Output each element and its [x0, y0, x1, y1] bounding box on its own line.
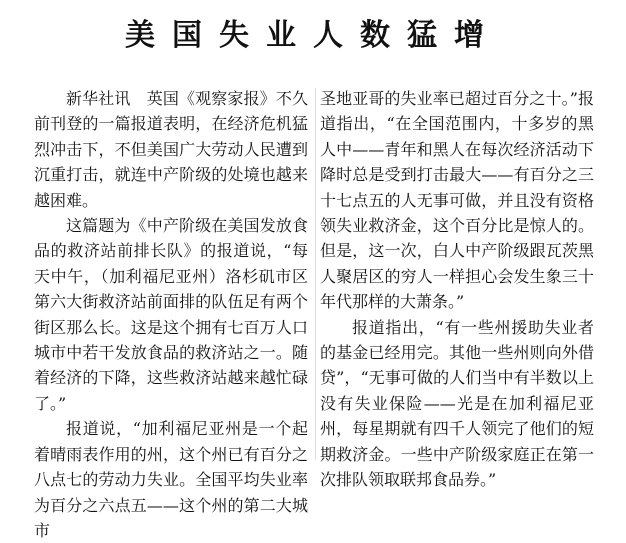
right-column	[320, 86, 594, 493]
paragraph: 报道说，“加利福尼亚州是一个起着晴雨表作用的州，这个州已有百分之八点七的劳动力失业。全国平均失业率为百分之六点五——这个州的第二大城市	[34, 419, 308, 540]
paragraph: 报道指出，“有一些州援助失业者的基金已经用完。其他一些州则向外借贷”，“无事可做的人们当中有半数以上没有失业保险——光是在加利福尼亚州，每星期就有四千人领完了他们的短期救济金。一些中产阶级家庭正在第一次排队领取联邦食品券。”	[320, 317, 594, 490]
paragraph: 这篇题为《中产阶级在美国发放食品的救济站前排长队》的报道说，“每天中午，（加利福尼亚州）洛杉矶市区第六大街救济站前面排的队伍足有两个街区那么长。这是这个拥有七百万人口城市中若干发放食品的救济站之一。随着经济的下降，这些救济站越来越忙碌了。”	[34, 216, 308, 413]
column-divider	[315, 88, 316, 460]
headline: 美国失业人数猛增	[125, 18, 501, 53]
left-column	[34, 86, 308, 543]
paragraph: 新华社讯 英国《观察家报》不久前刊登的一篇报道表明，在经济危机猛烈冲击下，不但美国广大劳动人民遭到沉重打击，就连中产阶级的处境也越来越困难。	[34, 89, 308, 210]
continued-paragraph: 圣地亚哥的失业率已超过百分之十。”报道指出，“在全国范围内，十多岁的黑人中——青年和黑人在每次经济活动下降时总是受到打击最大——有百分之三十七点五的人无事可做，并且没有资格领失业救济金，这个百分比是惊人的。但是，这一次，白人中产阶级跟瓦茨黑人聚居区的穷人一样担心会发生象三十年代那样的大萧条。”	[320, 89, 594, 312]
